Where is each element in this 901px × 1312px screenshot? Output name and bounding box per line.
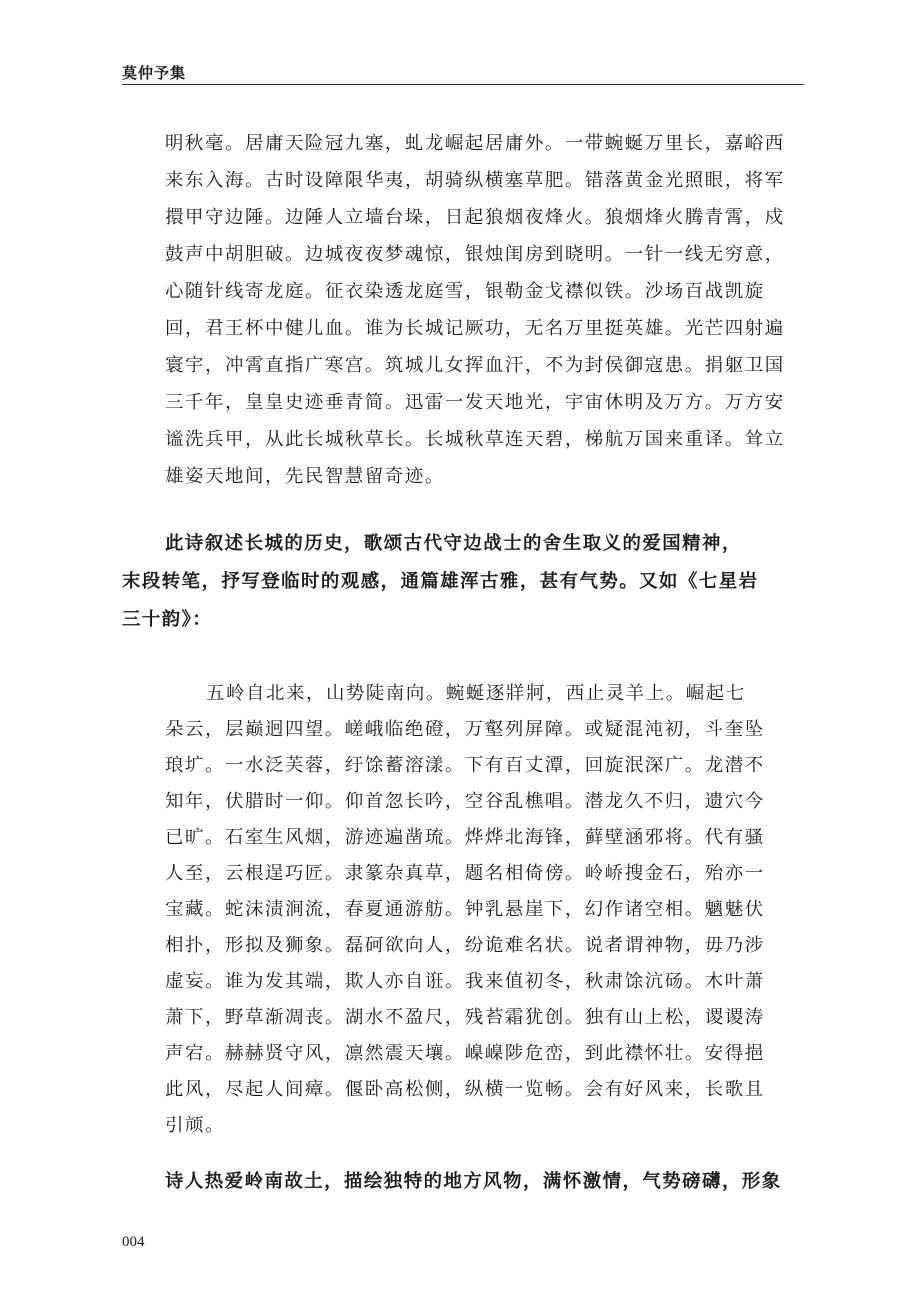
poem-line: 擐甲守边陲。边陲人立墙台垛，日起狼烟夜烽火。狼烟烽火腾青霄，戍	[165, 207, 785, 228]
poem-line: 虚妄。谁为发其端，欺人亦自诳。我来值初冬，秋肃馀沆砀。木叶萧	[165, 971, 765, 992]
poem-line: 声宕。赫赫贤守风，凛然震天壤。嵲嵲陟危峦，到此襟怀壮。安得挹	[165, 1043, 765, 1064]
poem-line: 相扑，形拟及狮象。磊砢欲向人，纷诡难名状。说者谓神物，毋乃涉	[165, 935, 765, 956]
poem-line: 鼓声中胡胆破。边城夜夜梦魂惊，银烛闺房到晓明。一针一线无穷意，	[165, 244, 785, 265]
poem-line: 已旷。石室生风烟，游迹遍凿琉。烨烨北海锋，藓壁涵邪将。代有骚	[165, 827, 765, 848]
poem-line: 五岭自北来，山势陡南向。蜿蜒逐牂牁，西止灵羊上。崛起七	[206, 683, 746, 704]
poem-line: 人至，云根逞巧匠。隶篆杂真草，题名相倚傍。岭峤搜金石，殆亦一	[165, 863, 765, 884]
poem-line: 回，君王杯中健儿血。谁为长城记厥功，无名万里挺英雄。光芒四射遍	[165, 318, 785, 339]
commentary-line: 此诗叙述长城的历史，歌颂古代守边战士的舍生取义的爱国精神，	[165, 533, 742, 554]
poem-line: 琅圹。一水泛芙蓉，纡馀蓄溶漾。下有百丈潭，回旋泯深广。龙潜不	[165, 755, 765, 776]
header-divider	[122, 84, 804, 85]
poem-line: 宝藏。蛇沫渍涧流，春夏通游舫。钟乳悬崖下，幻作诸空相。魑魅伏	[165, 899, 765, 920]
poem-line: 寰宇，冲霄直指广寒宫。筑城儿女挥血汗，不为封侯御寇患。捐躯卫国	[165, 355, 785, 376]
poem-line: 明秋毫。居庸天险冠九塞，虬龙崛起居庸外。一带蜿蜒万里长，嘉峪西	[165, 133, 785, 154]
poem-line: 知年，伏腊时一仰。仰首忽长吟，空谷乱樵唱。潜龙久不归，遗穴今	[165, 791, 765, 812]
commentary-line: 诗人热爱岭南故土，描绘独特的地方风物，满怀激情，气势磅礴，形象	[165, 1171, 782, 1192]
poem-line: 谧洗兵甲，从此长城秋草长。长城秋草连天碧，梯航万国来重译。耸立	[165, 429, 785, 450]
page-number: 004	[122, 1234, 145, 1250]
poem-line: 此风，尽起人间瘴。偃卧高松侧，纵横一览畅。会有好风来，长歌且	[165, 1079, 765, 1100]
poem-line: 萧下，野草渐凋丧。湖水不盈尺，残苔霜犹创。独有山上松，谡谡涛	[165, 1007, 765, 1028]
poem-line: 朵云，层巅迥四望。嵯峨临绝磴，万壑列屏障。或疑混沌初，斗奎坠	[165, 719, 765, 740]
book-title: 莫仲予集	[122, 64, 187, 82]
commentary-line: 三十韵》：	[122, 609, 213, 630]
poem-line: 心随针线寄龙庭。征衣染透龙庭雪，银勒金戈襟似铁。沙场百战凯旋	[165, 281, 765, 302]
poem-line: 雄姿天地间，先民智慧留奇迹。	[165, 466, 445, 487]
poem-line: 引颃。	[165, 1115, 225, 1136]
poem-line: 来东入海。古时设障限华夷，胡骑纵横塞草肥。错落黄金光照眼，将军	[165, 170, 785, 191]
commentary-line: 末段转笔，抒写登临时的观感，通篇雄浑古雅，甚有气势。又如《七星岩	[122, 571, 759, 592]
poem-line: 三千年，皇皇史迹垂青简。迅雷一发天地光，宇宙休明及万方。万方安	[165, 392, 785, 413]
